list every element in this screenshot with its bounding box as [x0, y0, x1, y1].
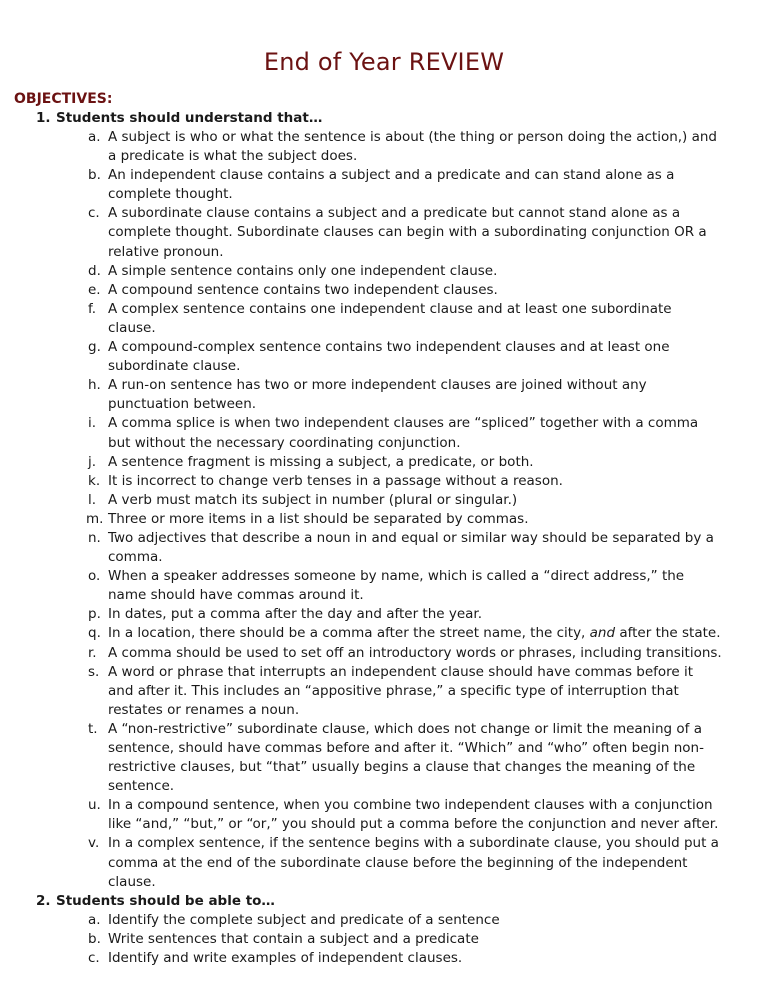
list-item	[0, 911, 768, 930]
list-item	[0, 128, 768, 166]
item-letter: e.	[88, 281, 101, 298]
list-item	[0, 510, 768, 529]
item-letter: u.	[88, 797, 101, 814]
item-letter: a.	[88, 911, 101, 928]
list-item	[0, 605, 768, 624]
item-text: In a compound sentence, when you combine two independent clauses with a conjunction like “and,” “but,” or “or,” you should put a comma before the conjunction and never after.	[108, 797, 719, 833]
item-text: It is incorrect to change verb tenses in a passage without a reason.	[108, 472, 563, 489]
item-letter: p.	[88, 606, 101, 623]
list-item	[0, 414, 768, 452]
list-item	[0, 300, 768, 338]
list-item	[0, 262, 768, 281]
section-heading-understand	[0, 109, 768, 128]
item-letter: c.	[88, 205, 100, 222]
item-text: Identify the complete subject and predicate of a sentence	[108, 911, 500, 928]
item-letter: q.	[88, 625, 101, 642]
item-letter: t.	[88, 720, 98, 737]
item-letter: v.	[88, 835, 100, 852]
item-letter: m.	[86, 510, 104, 527]
section-heading-able-to	[0, 892, 768, 911]
item-text: In a complex sentence, if the sentence begins with a subordinate clause, you should put a comma at the end of the subordinate clause before the beginning of the independent clause.	[108, 835, 719, 890]
objectives-outline	[0, 109, 768, 968]
objectives-heading: OBJECTIVES:	[14, 91, 113, 107]
list-item	[0, 644, 768, 663]
item-text: Write sentences that contain a subject and a predicate	[108, 930, 479, 947]
item-text: A subordinate clause contains a subject and a predicate but cannot stand alone as a complete thought. Subordinate clauses can begin with a subordinating conjunction OR a relative pronoun.	[108, 205, 707, 260]
item-text: A comma splice is when two independent clauses are “spliced” together with a comma but without the necessary coordinating conjunction.	[108, 415, 699, 451]
item-text: A subject is who or what the sentence is about (the thing or person doing the action,) and a predicate is what the subject does.	[108, 129, 718, 165]
item-letter: j.	[88, 453, 97, 470]
section-heading-text: Students should understand that…	[56, 110, 323, 126]
item-letter: b.	[88, 930, 101, 947]
item-letter: s.	[88, 663, 100, 680]
list-item	[0, 834, 768, 891]
item-emphasis: and	[589, 625, 616, 642]
item-text: In a location, there should be a comma after the street name, the city,	[108, 625, 590, 642]
item-letter: f.	[88, 300, 97, 317]
item-text: A simple sentence contains only one independent clause.	[108, 262, 498, 279]
item-text: Identify and write examples of independent clauses.	[108, 949, 463, 966]
item-letter: g.	[88, 339, 101, 356]
list-item	[0, 204, 768, 261]
item-text: A compound sentence contains two independent clauses.	[108, 281, 498, 298]
list-item	[0, 453, 768, 472]
list-item	[0, 529, 768, 567]
section-number: 1.	[36, 110, 51, 126]
list-item	[0, 472, 768, 491]
item-text: A complex sentence contains one independent clause and at least one subordinate clause.	[108, 300, 672, 336]
item-letter: b.	[88, 167, 101, 184]
item-text: Three or more items in a list should be separated by commas.	[108, 510, 529, 527]
item-letter: a.	[88, 129, 101, 145]
list-item	[0, 567, 768, 605]
section-heading-text: Students should be able to…	[56, 892, 275, 909]
item-letter: r.	[88, 644, 97, 661]
item-text: A “non-restrictive” subordinate clause, which does not change or limit the meaning of a sentence, should have commas before and after it. “Which” and “who” often begin non-restrictive clauses, but “that” usually begins a clause that changes the meaning of the sentence.	[108, 720, 704, 795]
list-item	[0, 624, 768, 643]
item-text: A sentence fragment is missing a subject, a predicate, or both.	[108, 453, 534, 470]
item-text: A comma should be used to set off an introductory words or phrases, including transitions.	[108, 644, 722, 661]
list-item	[0, 166, 768, 204]
list-item	[0, 491, 768, 510]
item-text-after: after the state.	[615, 625, 721, 642]
item-letter: o.	[88, 568, 101, 585]
item-text: An independent clause contains a subject and a predicate and can stand alone as a complete thought.	[108, 167, 675, 203]
item-text: In dates, put a comma after the day and after the year.	[108, 606, 483, 623]
item-text: A word or phrase that interrupts an independent clause should have commas before it and after it. This includes an “appositive phrase,” a specific type of interruption that restates or renames a noun.	[108, 663, 694, 718]
section-number: 2.	[36, 892, 51, 909]
item-text: A compound-complex sentence contains two independent clauses and at least one subordinate clause.	[108, 339, 670, 375]
item-letter: c.	[88, 949, 100, 966]
item-letter: i.	[88, 415, 97, 432]
item-letter: d.	[88, 262, 101, 279]
item-text: When a speaker addresses someone by name, which is called a “direct address,” the name should have commas around it.	[108, 568, 685, 604]
list-item	[0, 720, 768, 796]
list-item	[0, 663, 768, 720]
item-text: A run-on sentence has two or more independent clauses are joined without any punctuation between.	[108, 377, 647, 413]
list-item	[0, 376, 768, 414]
item-letter: n.	[88, 529, 101, 546]
list-item	[0, 930, 768, 949]
list-item	[0, 281, 768, 300]
list-item	[0, 949, 768, 968]
item-letter: h.	[88, 377, 101, 394]
item-text: Two adjectives that describe a noun in and equal or similar way should be separated by a comma.	[108, 529, 714, 566]
item-letter: k.	[88, 472, 101, 489]
item-letter: l.	[88, 491, 97, 508]
item-text: A verb must match its subject in number (plural or singular.)	[108, 491, 518, 508]
list-item	[0, 338, 768, 376]
page-title: End of Year REVIEW	[263, 48, 505, 76]
list-item	[0, 796, 768, 834]
